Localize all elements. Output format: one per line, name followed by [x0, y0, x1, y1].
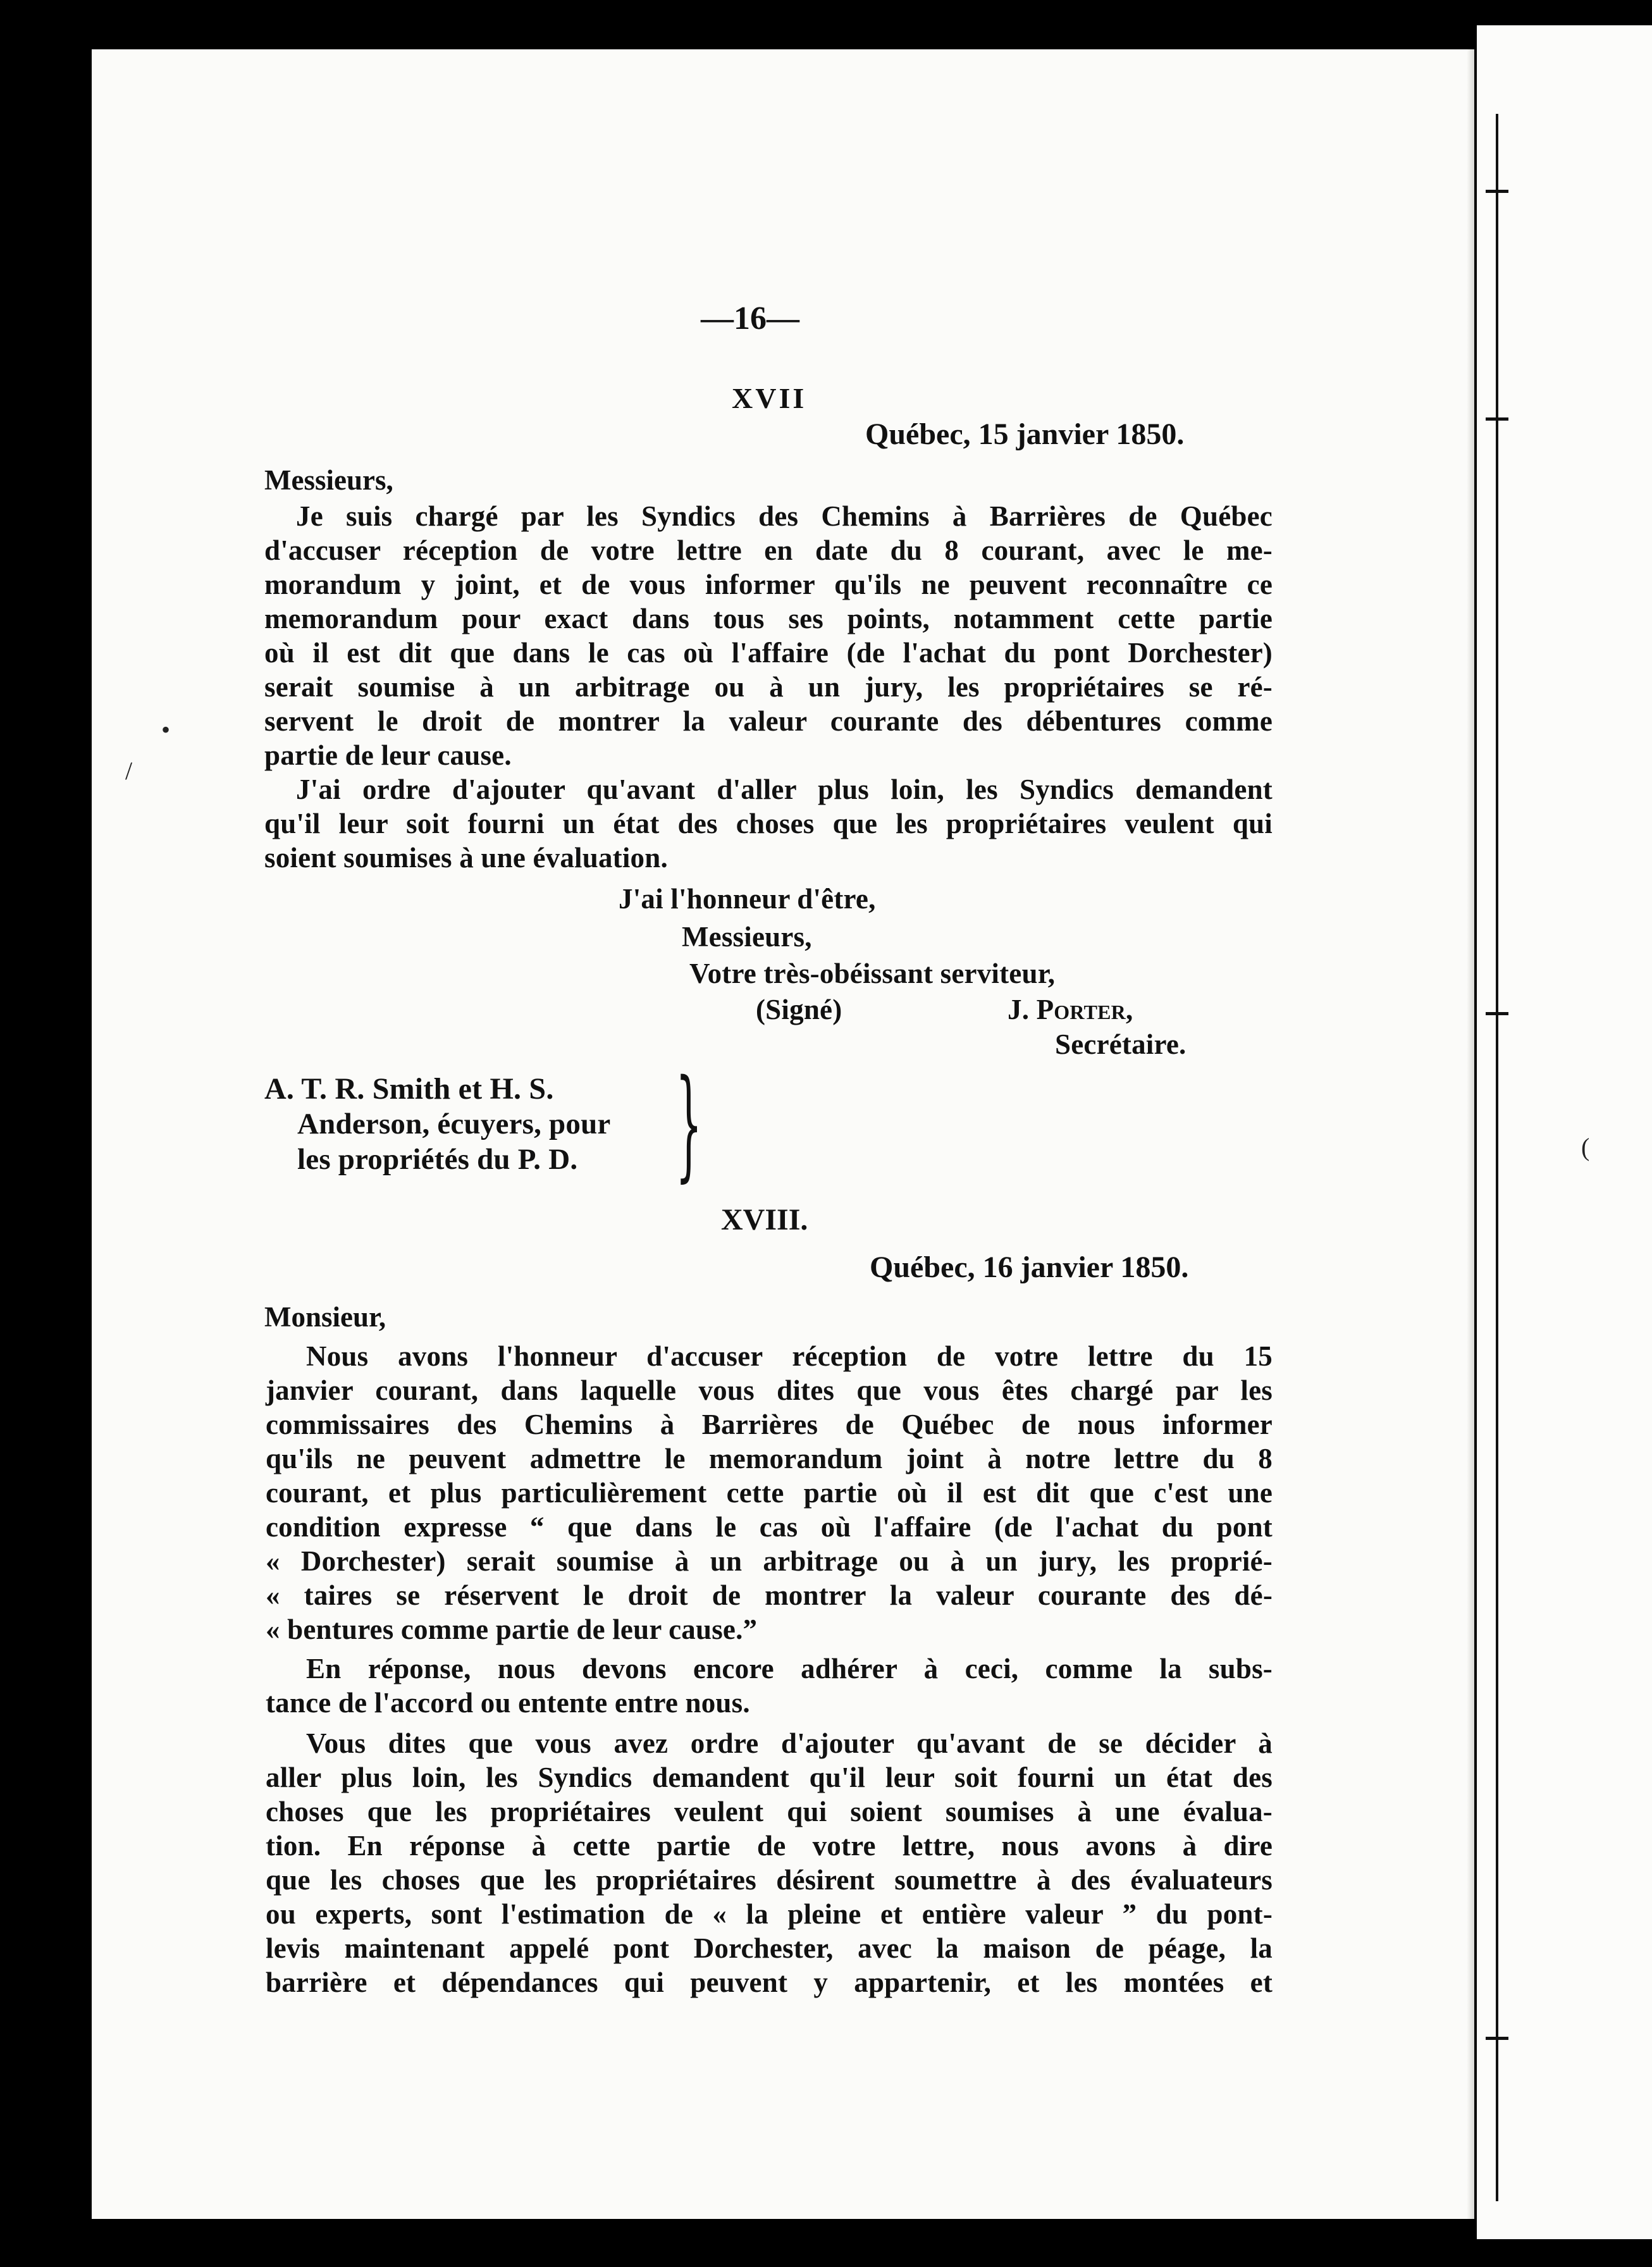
- letter-heading: XVII: [732, 382, 807, 414]
- body-line: serait soumise à un arbitrage ou à un jury, les propriétaires se ré-: [264, 671, 1273, 703]
- letter-dateline: Québec, 15 janvier 1850.: [865, 417, 1185, 451]
- body-line: partie de leur cause.: [264, 739, 512, 771]
- body-line: En réponse, nous devons encore adhérer à ceci, comme la subs-: [306, 1653, 1273, 1684]
- body-line: qu'ils ne peuvent admettre le memorandum joint à notre lettre du 8: [266, 1443, 1273, 1474]
- body-line: tance de l'accord ou entente entre nous.: [266, 1687, 750, 1719]
- closing-line: Messieurs,: [682, 921, 812, 953]
- body-line: commissaires des Chemins à Barrières de Québec de nous informer: [266, 1409, 1273, 1440]
- body-line: Je suis chargé par les Syndics des Chemins à Barrières de Québec: [296, 500, 1273, 532]
- addressee-line: Anderson, écuyers, pour: [297, 1108, 611, 1140]
- binding-tick: [1486, 417, 1508, 421]
- letter-salutation: Messieurs,: [264, 464, 393, 496]
- body-line: servent le droit de montrer la valeur courante des débentures comme: [264, 705, 1273, 737]
- body-line: qu'il leur soit fourni un état des choses que les propriétaires veulent qui: [264, 808, 1273, 839]
- body-line: tion. En réponse à cette partie de votre lettre, nous avons à dire: [266, 1830, 1273, 1862]
- body-line: levis maintenant appelé pont Dorchester, avec la maison de péage, la: [266, 1932, 1273, 1964]
- addressee-line: les propriétés du P. D.: [297, 1143, 578, 1176]
- signed-marker: (Signé): [756, 994, 842, 1025]
- body-line: ou experts, sont l'estimation de « la pleine et entière valeur ” du pont-: [266, 1898, 1273, 1930]
- addressee-line: A. T. R. Smith et H. S.: [264, 1072, 554, 1106]
- body-line: barrière et dépendances qui peuvent y appartenir, et les montées et: [266, 1967, 1273, 1998]
- body-line: condition expresse “ que dans le cas où l'affaire (de l'achat du pont: [266, 1511, 1273, 1543]
- letter-heading: XVIII.: [721, 1203, 808, 1237]
- margin-bullet-mark: •: [161, 715, 171, 744]
- body-line: soient soumises à une évaluation.: [264, 842, 668, 874]
- margin-stroke-mark: (: [1581, 1133, 1590, 1161]
- body-line: que les choses que les propriétaires désirent soumettre à des évaluateurs: [266, 1864, 1273, 1896]
- signer-name: J. Porter,: [1008, 994, 1133, 1025]
- body-line: memorandum pour exact dans tous ses points, notamment cette partie: [264, 603, 1273, 634]
- body-line: Vous dites que vous avez ordre d'ajouter qu'avant de se décider à: [306, 1727, 1273, 1759]
- signer-title: Secrétaire.: [1055, 1028, 1187, 1060]
- body-line: Nous avons l'honneur d'accuser réception de votre lettre du 15: [306, 1340, 1273, 1372]
- binding-tick: [1486, 1012, 1508, 1015]
- binding-tick: [1486, 190, 1508, 193]
- binding-rule: [1496, 114, 1498, 2201]
- adjacent-page-edge: [1477, 25, 1652, 2239]
- body-line: janvier courant, dans laquelle vous dites que vous êtes chargé par les: [266, 1374, 1273, 1406]
- body-line: choses que les propriétaires veulent qui soient soumises à une évalua-: [266, 1796, 1273, 1827]
- body-line: morandum y joint, et de vous informer qu'ils ne peuvent reconnaître ce: [264, 569, 1273, 600]
- binding-tick: [1486, 2037, 1508, 2040]
- body-line: courant, et plus particulièrement cette partie où il est dit que c'est une: [266, 1477, 1273, 1509]
- body-line: d'accuser réception de votre lettre en date du 8 courant, avec le me-: [264, 534, 1273, 566]
- body-line: aller plus loin, les Syndics demandent qu'il leur soit fourni un état des: [266, 1762, 1273, 1793]
- letter-dateline: Québec, 16 janvier 1850.: [870, 1251, 1189, 1284]
- closing-line: J'ai l'honneur d'être,: [619, 883, 876, 915]
- margin-stroke-mark: /: [125, 757, 133, 785]
- body-line: « taires se réservent le droit de montrer la valeur courante des dé-: [266, 1579, 1273, 1611]
- body-line: J'ai ordre d'ajouter qu'avant d'aller plus loin, les Syndics demandent: [296, 774, 1273, 805]
- curly-brace: }: [675, 1054, 703, 1194]
- body-line: où il est dit que dans le cas où l'affaire (de l'achat du pont Dorchester): [264, 637, 1273, 669]
- letter-salutation: Monsieur,: [264, 1301, 386, 1333]
- page-number: —16—: [701, 300, 799, 337]
- closing-line: Votre très-obéissant serviteur,: [689, 958, 1056, 989]
- body-line: « bentures comme partie de leur cause.”: [266, 1614, 758, 1645]
- body-line: « Dorchester) serait soumise à un arbitrage ou à un jury, les proprié-: [266, 1545, 1273, 1577]
